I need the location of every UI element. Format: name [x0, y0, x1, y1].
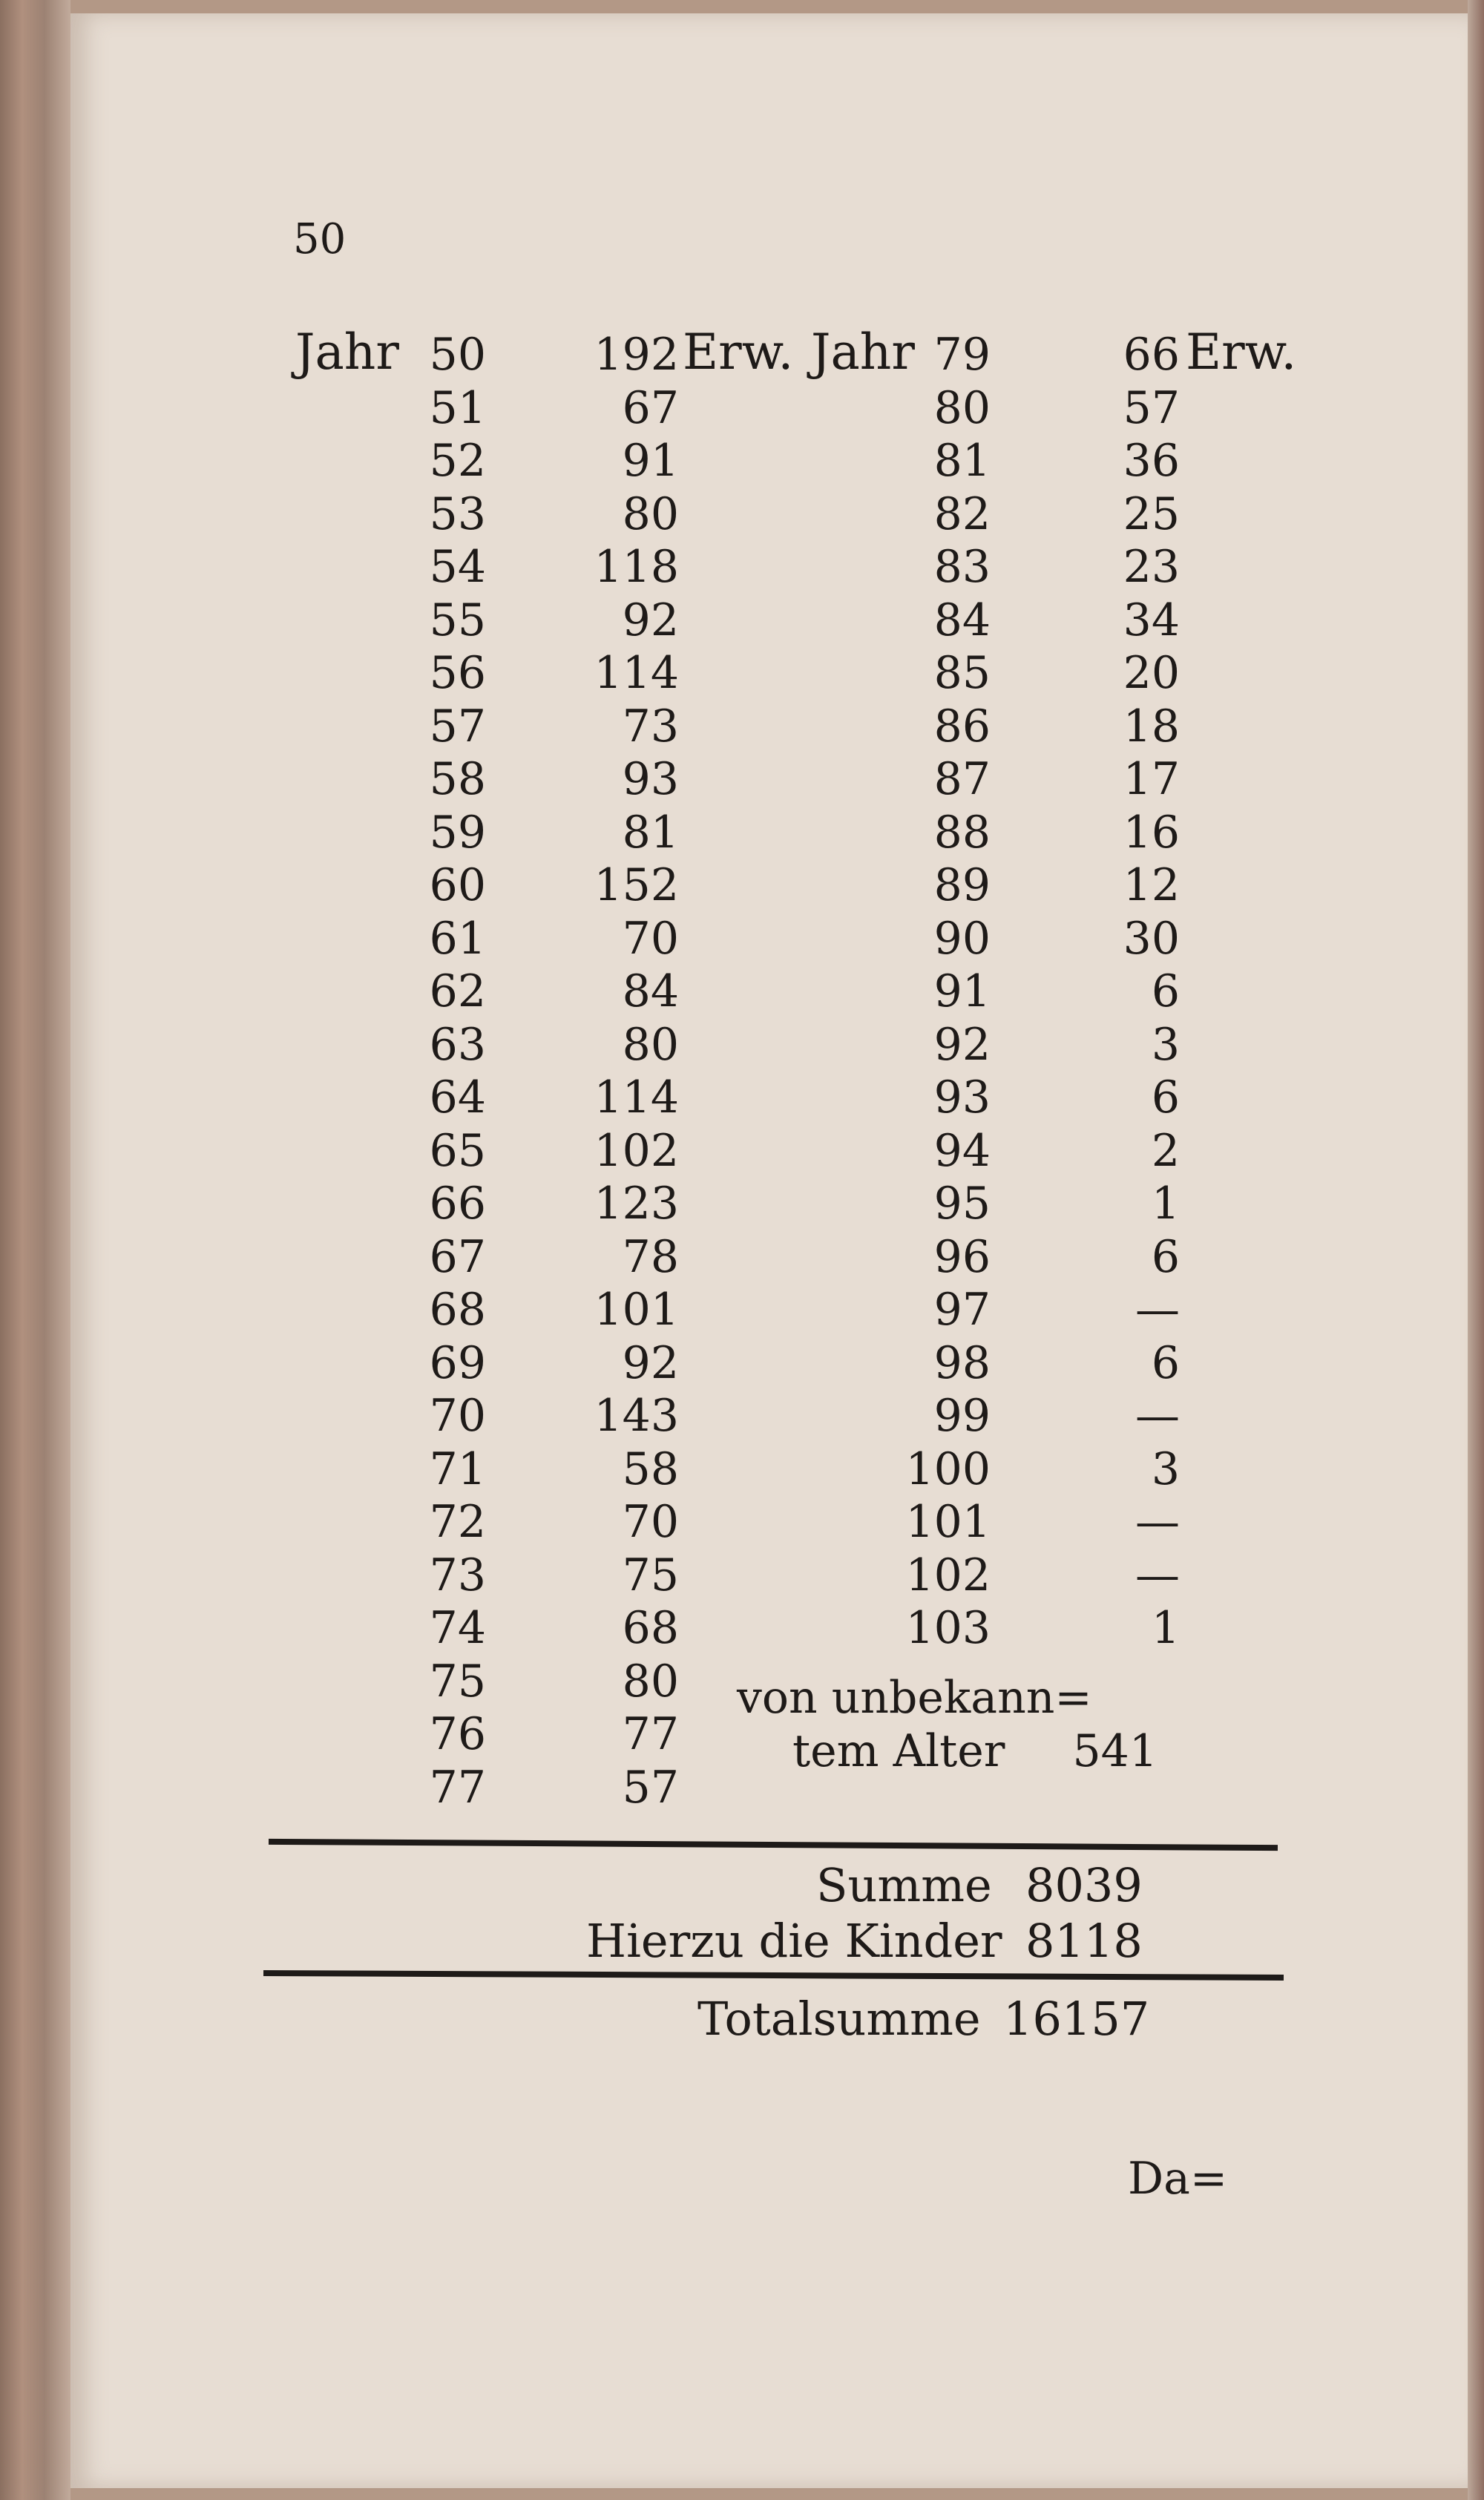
right-age-cell: 84 [933, 594, 991, 646]
right-count-cell: 12 [1123, 859, 1180, 911]
left-age-cell: 75 [429, 1655, 486, 1707]
left-count-cell: 80 [622, 488, 679, 540]
total-value: 16157 [1003, 1992, 1150, 2046]
left-age-cell: 74 [429, 1602, 486, 1654]
left-count-cell: 114 [594, 647, 679, 699]
left-count-cell: 81 [622, 806, 679, 859]
left-count-cell: 118 [594, 541, 679, 593]
left-count-cell: 68 [622, 1602, 679, 1654]
total-label: Totalsumme [697, 1992, 981, 2046]
right-age-cell: 81 [933, 435, 991, 487]
right-count-cell: 16 [1123, 806, 1180, 859]
left-count-cell: 102 [594, 1124, 679, 1177]
right-age-cell: 80 [933, 381, 991, 434]
right-count-cell: 23 [1123, 541, 1180, 593]
left-count-cell: 58 [622, 1443, 679, 1495]
left-count-cell: 77 [622, 1708, 679, 1760]
right-count-cell: 20 [1123, 647, 1180, 699]
right-count-cell: 57 [1123, 381, 1180, 434]
header-erw-mid: Erw. [683, 324, 794, 381]
left-count-cell: 92 [622, 594, 679, 646]
right-age-cell: 102 [905, 1549, 991, 1601]
left-age-cell: 76 [429, 1708, 486, 1760]
book-spine-edge [0, 0, 70, 2500]
left-count-cell: 93 [622, 753, 679, 805]
right-count-cell: 30 [1123, 912, 1180, 965]
right-count-cell: — [1135, 1284, 1180, 1336]
left-age-cell: 69 [429, 1336, 486, 1389]
right-count-cell: 17 [1123, 753, 1180, 805]
left-age-cell: 53 [429, 488, 486, 540]
summe-value: 8039 [1025, 1858, 1143, 1912]
unknown-age-line2: tem Alter [792, 1725, 1005, 1777]
left-count-cell: 80 [622, 1655, 679, 1707]
right-count-cell: 6 [1151, 1230, 1180, 1283]
right-age-cell: 85 [933, 647, 991, 699]
page-right-edge [1468, 0, 1484, 2500]
left-count-cell: 152 [594, 859, 679, 911]
right-count-cell: — [1135, 1496, 1180, 1548]
left-count-cell: 192 [594, 329, 679, 381]
left-count-cell: 114 [594, 1072, 679, 1123]
kinder-label: Hierzu die Kinder [586, 1914, 1002, 1968]
summe-label: Summe [816, 1858, 992, 1912]
left-age-cell: 56 [429, 647, 486, 699]
left-age-cell: 54 [429, 541, 486, 593]
left-age-cell: 51 [429, 381, 486, 434]
right-count-cell: — [1135, 1390, 1180, 1442]
right-age-cell: 99 [933, 1390, 991, 1442]
right-count-cell: 1 [1151, 1602, 1180, 1654]
left-count-cell: 67 [622, 381, 679, 434]
left-age-cell: 63 [429, 1018, 486, 1071]
left-count-cell: 75 [622, 1549, 679, 1601]
right-age-cell: 95 [933, 1178, 991, 1230]
page-number: 50 [293, 215, 347, 263]
left-age-cell: 52 [429, 435, 486, 487]
right-age-cell: 83 [933, 541, 991, 593]
left-age-cell: 62 [429, 965, 486, 1017]
right-count-cell: 2 [1151, 1124, 1180, 1177]
kinder-value: 8118 [1025, 1914, 1143, 1968]
left-age-cell: 68 [429, 1284, 486, 1336]
right-age-cell: 87 [933, 753, 991, 805]
left-count-cell: 57 [622, 1761, 679, 1814]
left-count-cell: 143 [594, 1390, 679, 1442]
left-count-cell: 78 [622, 1230, 679, 1283]
right-age-cell: 92 [933, 1018, 991, 1071]
left-age-cell: 50 [429, 329, 486, 381]
left-count-cell: 84 [622, 965, 679, 1017]
right-count-cell: 6 [1151, 1336, 1180, 1389]
header-erw-right: Erw. [1186, 324, 1297, 381]
left-count-cell: 92 [622, 1336, 679, 1389]
header-jahr-left: Jahr [295, 324, 399, 381]
right-count-cell: 1 [1151, 1178, 1180, 1230]
left-age-cell: 70 [429, 1390, 486, 1442]
right-count-cell: 3 [1151, 1018, 1180, 1071]
left-age-cell: 58 [429, 753, 486, 805]
header-jahr-right: Jahr [811, 324, 915, 381]
right-count-cell: 34 [1123, 594, 1180, 646]
right-age-cell: 100 [905, 1443, 991, 1495]
right-age-cell: 90 [933, 912, 991, 965]
unknown-age-line1: von unbekann= [737, 1672, 1092, 1724]
book-page [70, 13, 1477, 2488]
right-age-cell: 91 [933, 965, 991, 1017]
right-age-cell: 82 [933, 488, 991, 540]
right-age-cell: 98 [933, 1336, 991, 1389]
left-count-cell: 73 [622, 700, 679, 752]
left-age-cell: 77 [429, 1761, 486, 1814]
left-age-cell: 66 [429, 1178, 486, 1230]
left-age-cell: 57 [429, 700, 486, 752]
right-count-cell: 3 [1151, 1443, 1180, 1495]
left-count-cell: 70 [622, 912, 679, 965]
left-age-cell: 73 [429, 1549, 486, 1601]
right-age-cell: 88 [933, 806, 991, 859]
right-age-cell: 94 [933, 1124, 991, 1177]
right-age-cell: 86 [933, 700, 991, 752]
left-count-cell: 70 [622, 1496, 679, 1548]
right-age-cell: 103 [905, 1602, 991, 1654]
right-age-cell: 96 [933, 1230, 991, 1283]
left-age-cell: 72 [429, 1496, 486, 1548]
right-count-cell: 6 [1151, 1072, 1180, 1123]
right-age-cell: 97 [933, 1284, 991, 1336]
left-count-cell: 101 [594, 1284, 679, 1336]
right-age-cell: 101 [905, 1496, 991, 1548]
left-age-cell: 59 [429, 806, 486, 859]
left-age-cell: 65 [429, 1124, 486, 1177]
right-age-cell: 79 [933, 329, 991, 381]
left-count-cell: 80 [622, 1018, 679, 1071]
left-count-cell: 123 [594, 1178, 679, 1230]
right-count-cell: 6 [1151, 965, 1180, 1017]
right-count-cell: — [1135, 1549, 1180, 1601]
catchword: Da= [1128, 2153, 1228, 2205]
right-age-cell: 93 [933, 1072, 991, 1123]
right-age-cell: 89 [933, 859, 991, 911]
left-age-cell: 64 [429, 1072, 486, 1123]
unknown-age-count: 541 [1072, 1725, 1158, 1777]
left-age-cell: 71 [429, 1443, 486, 1495]
right-count-cell: 25 [1123, 488, 1180, 540]
left-age-cell: 67 [429, 1230, 486, 1283]
left-count-cell: 91 [622, 435, 679, 487]
right-count-cell: 66 [1123, 329, 1180, 381]
left-age-cell: 55 [429, 594, 486, 646]
right-count-cell: 36 [1123, 435, 1180, 487]
left-age-cell: 60 [429, 859, 486, 911]
right-count-cell: 18 [1123, 700, 1180, 752]
left-age-cell: 61 [429, 912, 486, 965]
